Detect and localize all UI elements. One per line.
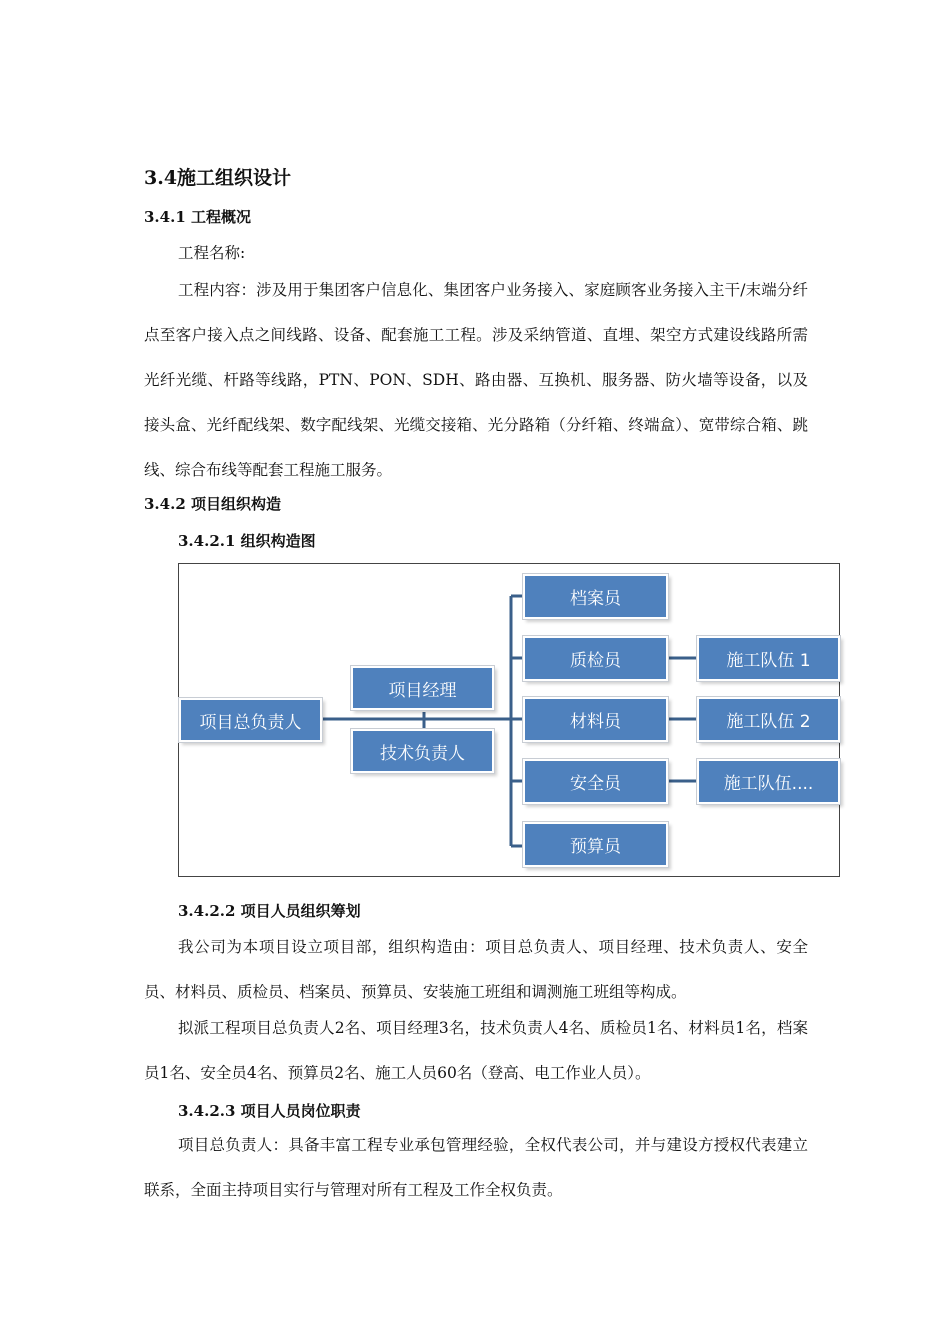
- heading-3-4-2-2: 3.4.2.2 项目人员组织筹划: [178, 902, 361, 920]
- org-chart: [178, 563, 840, 877]
- heading-3-4-1: 3.4.1 工程概况: [144, 208, 251, 226]
- box-budget-officer: 预算员: [523, 822, 668, 867]
- project-content-paragraph: 工程内容：涉及用于集团客户信息化、集团客户业务接入、家庭顾客业务接入主干/末端分纤点至客户接入点之间线路、设备、配套施工工程。涉及采纳管道、直埋、架空方式建设线路所需光纤光缆、杆路等线路，PTN、PON、SDH、路由器、互换机、服务器、防火墙等设备，以及接头盒、光纤配线架、数字配线架、光缆交接箱、光分路箱（分纤箱、终端盒）、宽带综合箱、跳线、综合布线等配套工程施工服务。: [144, 281, 808, 479]
- box-team-3: 施工队伍....: [697, 759, 840, 804]
- staffing-paragraph-1: 我公司为本项目设立项目部，组织构造由：项目总负责人、项目经理、技术负责人、安全员、材料员、质检员、档案员、预算员、安装施工班组和调测施工班组等构成。: [144, 938, 808, 1001]
- heading-3-4-2-3: 3.4.2.3 项目人员岗位职责: [178, 1102, 361, 1120]
- staffing-paragraph-2: 拟派工程项目总负责人2名、项目经理3名，技术负责人4名、质检员1名、材料员1名，档案员1名、安全员4名、预算员2名、施工人员60名（登高、电工作业人员）。: [144, 1019, 808, 1082]
- section-title: 3.4施工组织设计: [144, 167, 292, 189]
- box-chief: 项目总负责人: [179, 698, 322, 742]
- box-tech-lead: 技术负责人: [351, 729, 494, 773]
- box-team-2: 施工队伍 2: [697, 697, 840, 742]
- heading-3-4-2-1: 3.4.2.1 组织构造图: [178, 532, 316, 550]
- box-team-1: 施工队伍 1: [697, 636, 840, 681]
- heading-3-4-2: 3.4.2 项目组织构造: [144, 495, 281, 513]
- box-quality-inspector: 质检员: [523, 636, 668, 681]
- responsibility-paragraph: 项目总负责人：具备丰富工程专业承包管理经验，全权代表公司，并与建设方授权代表建立联系，全面主持项目实行与管理对所有工程及工作全权负责。: [144, 1136, 808, 1199]
- box-safety-officer: 安全员: [523, 759, 668, 804]
- project-name-paragraph: 工程名称:: [178, 244, 246, 262]
- box-archivist: 档案员: [523, 574, 668, 619]
- box-manager: 项目经理: [351, 666, 494, 710]
- box-material-clerk: 材料员: [523, 697, 668, 742]
